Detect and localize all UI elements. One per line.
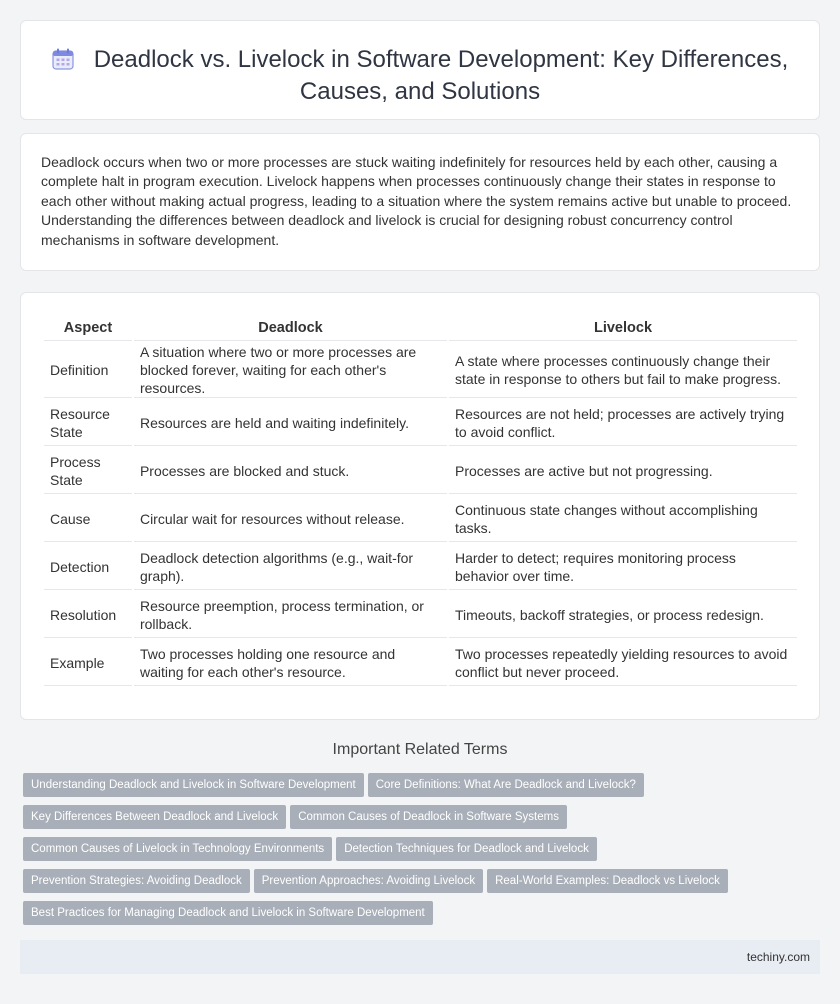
header-livelock: Livelock	[449, 315, 797, 341]
page-title	[21, 45, 819, 106]
table-row	[44, 448, 797, 494]
footer-site-link[interactable]: techiny.com	[746, 950, 810, 964]
page-title-text: Deadlock vs. Livelock in Software Development: Key Differences, Causes, and Solutions	[93, 46, 789, 105]
aspect-cell: Cause	[44, 496, 132, 542]
aspect-cell: Detection	[44, 544, 132, 590]
deadlock-cell: A situation where two or more processes are blocked forever, waiting for each other's resources.	[134, 343, 447, 398]
deadlock-cell: Resources are held and waiting indefinitely.	[134, 400, 447, 446]
related-term-tag[interactable]: Key Differences Between Deadlock and Livelock	[23, 805, 286, 829]
header-deadlock: Deadlock	[134, 315, 447, 341]
header-card	[20, 20, 820, 120]
livelock-cell: Processes are active but not progressing.	[449, 448, 797, 494]
table-header-row	[44, 315, 797, 341]
related-term-tag[interactable]: Prevention Approaches: Avoiding Livelock	[254, 869, 483, 893]
livelock-cell: Harder to detect; requires monitoring process behavior over time.	[449, 544, 797, 590]
deadlock-cell: Circular wait for resources without release.	[134, 496, 447, 542]
calendar-icon	[52, 48, 74, 77]
aspect-cell: Resource State	[44, 400, 132, 446]
livelock-cell: Resources are not held; processes are actively trying to avoid conflict.	[449, 400, 797, 446]
table-row	[44, 592, 797, 638]
intro-card	[20, 133, 820, 271]
related-terms-heading: Important Related Terms	[332, 741, 508, 758]
related-term-tag[interactable]: Common Causes of Deadlock in Software Systems	[290, 805, 567, 829]
livelock-cell: Continuous state changes without accomplishing tasks.	[449, 496, 797, 542]
intro-paragraph: Deadlock occurs when two or more processes are stuck waiting indefinitely for resources held by each other, causing a complete halt in program execution. Livelock happens when processes continuously change their states in response to each other without making actual progress, leading to a situation where the system remains active but unable to proceed. Understanding the differences between deadlock and livelock is crucial for designing robust concurrency control mechanisms in software development.	[41, 154, 792, 248]
table-row	[44, 544, 797, 590]
related-terms-list	[23, 773, 823, 933]
comparison-table	[42, 313, 799, 688]
related-term-tag[interactable]: Prevention Strategies: Avoiding Deadlock	[23, 869, 250, 893]
related-term-tag[interactable]: Understanding Deadlock and Livelock in Software Development	[23, 773, 364, 797]
table-row	[44, 496, 797, 542]
aspect-cell: Resolution	[44, 592, 132, 638]
comparison-card	[20, 292, 820, 720]
footer	[20, 940, 820, 974]
livelock-cell: Two processes repeatedly yielding resources to avoid conflict but never proceed.	[449, 640, 797, 686]
aspect-cell: Definition	[44, 343, 132, 398]
livelock-cell: A state where processes continuously change their state in response to others but fail to make progress.	[449, 343, 797, 398]
table-row	[44, 400, 797, 446]
table-row	[44, 640, 797, 686]
deadlock-cell: Two processes holding one resource and waiting for each other's resource.	[134, 640, 447, 686]
related-term-tag[interactable]: Real-World Examples: Deadlock vs Livelock	[487, 869, 728, 893]
table-row	[44, 343, 797, 398]
related-term-tag[interactable]: Core Definitions: What Are Deadlock and Livelock?	[368, 773, 644, 797]
deadlock-cell: Processes are blocked and stuck.	[134, 448, 447, 494]
related-term-tag[interactable]: Common Causes of Livelock in Technology Environments	[23, 837, 332, 861]
livelock-cell: Timeouts, backoff strategies, or process redesign.	[449, 592, 797, 638]
aspect-cell: Process State	[44, 448, 132, 494]
deadlock-cell: Resource preemption, process termination, or rollback.	[134, 592, 447, 638]
aspect-cell: Example	[44, 640, 132, 686]
header-aspect: Aspect	[44, 315, 132, 341]
deadlock-cell: Deadlock detection algorithms (e.g., wait-for graph).	[134, 544, 447, 590]
related-term-tag[interactable]: Detection Techniques for Deadlock and Livelock	[336, 837, 597, 861]
related-term-tag[interactable]: Best Practices for Managing Deadlock and Livelock in Software Development	[23, 901, 433, 925]
